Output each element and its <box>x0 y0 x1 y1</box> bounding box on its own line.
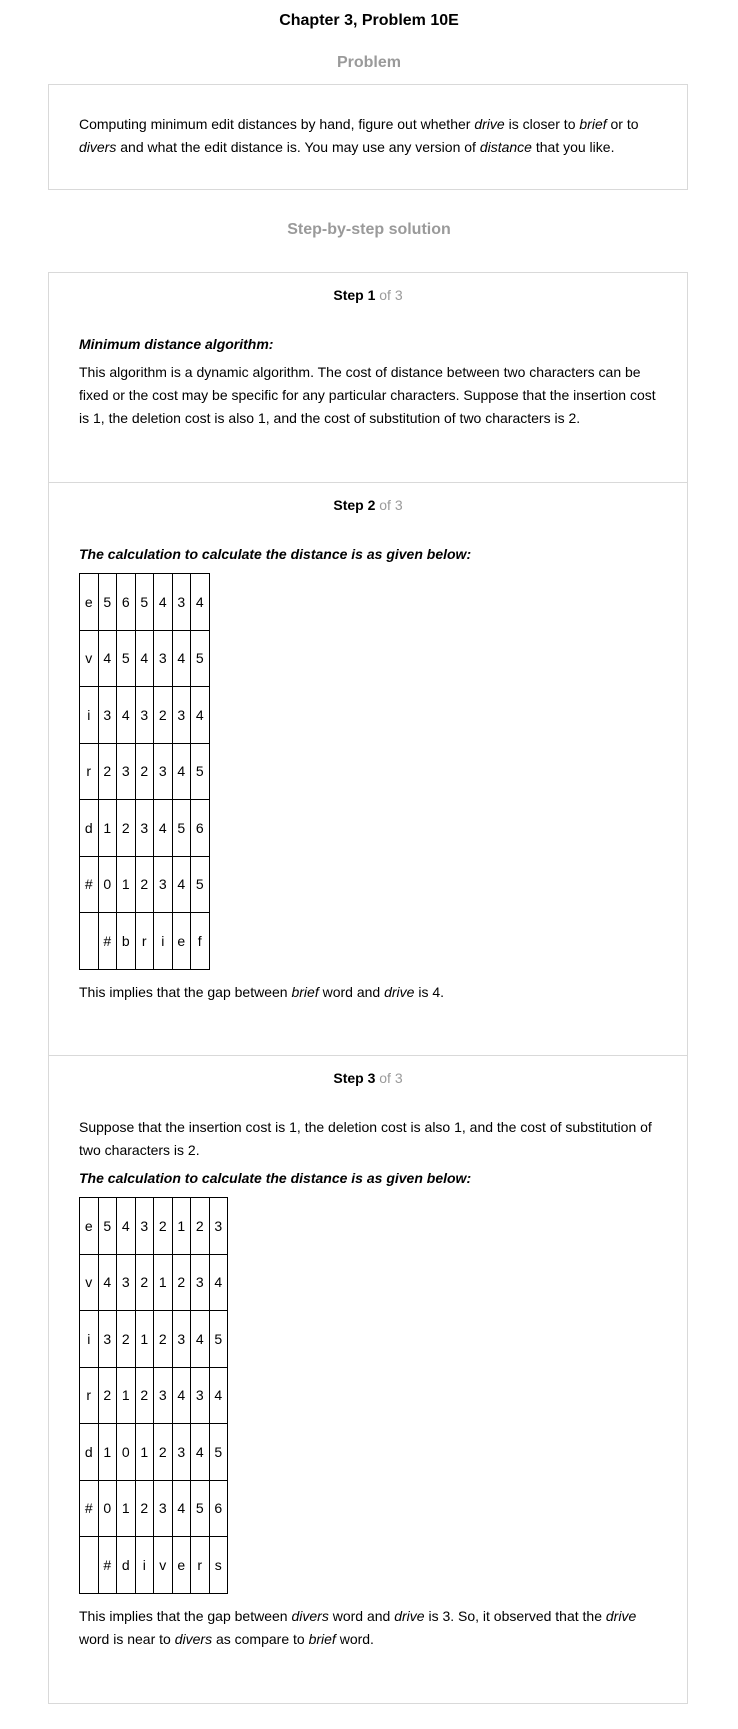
table-cell: 5 <box>209 1311 228 1368</box>
solution-heading: Step-by-step solution <box>287 221 451 238</box>
table-cell: 2 <box>154 1424 173 1481</box>
table-row <box>80 1311 228 1368</box>
step-3-heading: The calculation to calculate the distance is as given below: <box>79 1170 472 1186</box>
table-cell: 2 <box>154 687 173 744</box>
table-cell: 3 <box>117 1254 136 1311</box>
table-cell: 5 <box>191 1480 210 1537</box>
table-cell: 6 <box>117 574 136 631</box>
step-2-conclusion <box>79 981 657 1004</box>
table-cell: 4 <box>172 1367 191 1424</box>
table-row <box>80 800 210 857</box>
table-cell: 3 <box>154 1367 173 1424</box>
table-cell: 3 <box>191 1254 210 1311</box>
table-row <box>80 856 210 913</box>
table-cell: r <box>135 913 154 970</box>
table-row <box>80 630 210 687</box>
table-cell: 2 <box>154 1198 173 1255</box>
step-1-text: This algorithm is a dynamic algorithm. The cost of distance between two characters can be fixed or the cost may be specific for any particular characters. Suppose that the insertion cost is 1, the deletion cost is also 1, and the cost of substitution of two characters is 2. <box>79 364 656 426</box>
table-cell: 2 <box>135 1254 154 1311</box>
table-cell: 3 <box>154 856 173 913</box>
table-cell: 3 <box>98 687 117 744</box>
table-cell: 5 <box>117 630 136 687</box>
table-cell: 6 <box>191 800 210 857</box>
table-cell: 0 <box>98 856 117 913</box>
step-3 <box>49 1055 687 1706</box>
text-segment: This implies that the gap between <box>79 1608 292 1624</box>
table-cell: # <box>98 913 117 970</box>
table-cell: 2 <box>135 743 154 800</box>
table-cell: 3 <box>135 687 154 744</box>
table-row <box>80 743 210 800</box>
step-1-header <box>49 285 687 305</box>
problem-box <box>48 84 688 190</box>
table-cell: 3 <box>117 743 136 800</box>
table-row <box>80 1367 228 1424</box>
step-3-header <box>49 1068 687 1088</box>
text-segment: word. <box>335 1631 374 1647</box>
table-cell: r <box>191 1537 210 1594</box>
emphasized-word: divers <box>174 1631 213 1647</box>
table-cell: 4 <box>98 1254 117 1311</box>
text-segment: is 4. <box>414 984 445 1000</box>
table-row <box>80 1480 228 1537</box>
text-segment: and what the edit distance is. You may use any version of <box>116 139 480 155</box>
step-3-label: Step 3 <box>333 1070 376 1086</box>
table-cell: d <box>117 1537 136 1594</box>
table-cell: 3 <box>154 630 173 687</box>
table-cell: d <box>80 1424 99 1481</box>
table-cell: 4 <box>117 687 136 744</box>
table-cell: 5 <box>191 743 210 800</box>
table-cell: 1 <box>117 1480 136 1537</box>
table-cell: 5 <box>191 630 210 687</box>
table-cell: 4 <box>191 1424 210 1481</box>
step-2-heading: The calculation to calculate the distance is as given below: <box>79 546 472 562</box>
table-cell: d <box>80 800 99 857</box>
table-cell: b <box>117 913 136 970</box>
text-segment: as compare to <box>212 1631 309 1647</box>
table-cell: 3 <box>135 800 154 857</box>
emphasized-word: divers <box>79 139 117 155</box>
table-cell: 1 <box>117 856 136 913</box>
emphasized-word: drive <box>474 116 505 132</box>
step-2-header <box>49 495 687 515</box>
text-segment: This implies that the gap between <box>79 984 292 1000</box>
table-cell: 5 <box>209 1424 228 1481</box>
emphasized-word: drive <box>394 1608 425 1624</box>
table-cell: i <box>135 1537 154 1594</box>
table-cell: 3 <box>154 1480 173 1537</box>
table-cell: 4 <box>154 574 173 631</box>
table-cell: 2 <box>154 1311 173 1368</box>
table-cell: 3 <box>172 1311 191 1368</box>
step-1-count: of 3 <box>379 287 403 303</box>
table-cell: f <box>191 913 210 970</box>
emphasized-word: drive <box>384 984 415 1000</box>
table-cell: 0 <box>98 1480 117 1537</box>
table-cell: 2 <box>172 1254 191 1311</box>
table-cell: 1 <box>172 1198 191 1255</box>
step-1-heading: Minimum distance algorithm: <box>79 336 274 352</box>
table-cell: 5 <box>98 574 117 631</box>
table-cell: 1 <box>98 1424 117 1481</box>
table-cell: 4 <box>117 1198 136 1255</box>
table-row <box>80 1537 228 1594</box>
table-cell: 5 <box>172 800 191 857</box>
table-cell: v <box>80 1254 99 1311</box>
table-row <box>80 1424 228 1481</box>
table-cell: 5 <box>98 1198 117 1255</box>
table-cell: 2 <box>117 1311 136 1368</box>
table-cell: e <box>172 913 191 970</box>
table-cell: 5 <box>191 856 210 913</box>
table-row <box>80 1198 228 1255</box>
emphasized-word: drive <box>605 1608 637 1624</box>
text-segment: is closer to <box>504 116 580 132</box>
table-cell: 4 <box>172 630 191 687</box>
table-cell: 4 <box>135 630 154 687</box>
emphasized-word: brief <box>579 116 607 132</box>
table-cell: 4 <box>191 687 210 744</box>
table-cell: 1 <box>98 800 117 857</box>
table-cell: 3 <box>191 1367 210 1424</box>
problem-text <box>79 113 657 159</box>
step-3-intro: Suppose that the insertion cost is 1, the deletion cost is also 1, and the cost of substitution of two characters is 2. <box>79 1119 652 1158</box>
solution-steps <box>48 272 688 1704</box>
table-cell: r <box>80 743 99 800</box>
table-cell: 2 <box>117 800 136 857</box>
table-cell: # <box>98 1537 117 1594</box>
table-cell: 3 <box>154 743 173 800</box>
text-segment: is 3. So, it observed that the <box>424 1608 606 1624</box>
table-cell: 4 <box>191 574 210 631</box>
table-row <box>80 574 210 631</box>
step-2 <box>49 482 687 1056</box>
text-segment: or to <box>606 116 639 132</box>
table-cell: e <box>80 1198 99 1255</box>
table-cell: 4 <box>191 1311 210 1368</box>
table-cell: 6 <box>209 1480 228 1537</box>
text-segment: that you like. <box>531 139 615 155</box>
emphasized-word: divers <box>291 1608 329 1624</box>
text-segment: word is near to <box>79 1631 175 1647</box>
table-cell: 1 <box>117 1367 136 1424</box>
table-cell: 3 <box>172 687 191 744</box>
table-cell: 1 <box>154 1254 173 1311</box>
table-cell: v <box>80 630 99 687</box>
table-cell: e <box>80 574 99 631</box>
table-cell: 4 <box>172 1480 191 1537</box>
table-row <box>80 913 210 970</box>
table-cell: 3 <box>172 574 191 631</box>
table-cell: 4 <box>209 1254 228 1311</box>
table-cell: 4 <box>209 1367 228 1424</box>
table-cell: 1 <box>135 1311 154 1368</box>
table-cell: 2 <box>98 1367 117 1424</box>
step-1-label: Step 1 <box>333 287 376 303</box>
step-3-count: of 3 <box>379 1070 403 1086</box>
table-cell: 2 <box>191 1198 210 1255</box>
step-3-conclusion <box>79 1605 657 1651</box>
table-cell: 2 <box>135 1367 154 1424</box>
problem-heading: Problem <box>336 54 401 71</box>
table-cell: 4 <box>172 743 191 800</box>
table-row <box>80 1254 228 1311</box>
table-cell: 2 <box>135 1480 154 1537</box>
table-cell: 2 <box>98 743 117 800</box>
table-cell: i <box>80 1311 99 1368</box>
table-cell: 5 <box>135 574 154 631</box>
edit-distance-table-divers <box>79 1197 228 1594</box>
table-cell <box>80 1537 99 1594</box>
step-1 <box>49 273 687 482</box>
table-cell: 3 <box>135 1198 154 1255</box>
table-cell: e <box>172 1537 191 1594</box>
table-cell: i <box>80 687 99 744</box>
table-cell: 0 <box>117 1424 136 1481</box>
table-cell: 4 <box>98 630 117 687</box>
text-segment: Computing minimum edit distances by hand, figure out whether <box>79 116 475 132</box>
table-cell: 3 <box>98 1311 117 1368</box>
table-cell: # <box>80 856 99 913</box>
emphasized-word: brief <box>291 984 319 1000</box>
table-cell: s <box>209 1537 228 1594</box>
table-cell: # <box>80 1480 99 1537</box>
table-cell: 3 <box>209 1198 228 1255</box>
emphasized-word: brief <box>308 1631 336 1647</box>
step-2-label: Step 2 <box>333 497 376 513</box>
step-2-count: of 3 <box>379 497 403 513</box>
edit-distance-table-brief <box>79 573 210 970</box>
table-cell <box>80 913 99 970</box>
page-title: Chapter 3, Problem 10E <box>279 12 459 29</box>
emphasized-word: distance <box>479 139 532 155</box>
table-row <box>80 687 210 744</box>
table-cell: v <box>154 1537 173 1594</box>
table-cell: 1 <box>135 1424 154 1481</box>
table-cell: 4 <box>172 856 191 913</box>
table-cell: r <box>80 1367 99 1424</box>
table-cell: 3 <box>172 1424 191 1481</box>
text-segment: word and <box>328 1608 395 1624</box>
table-cell: 2 <box>135 856 154 913</box>
text-segment: word and <box>318 984 385 1000</box>
table-cell: 4 <box>154 800 173 857</box>
table-cell: i <box>154 913 173 970</box>
